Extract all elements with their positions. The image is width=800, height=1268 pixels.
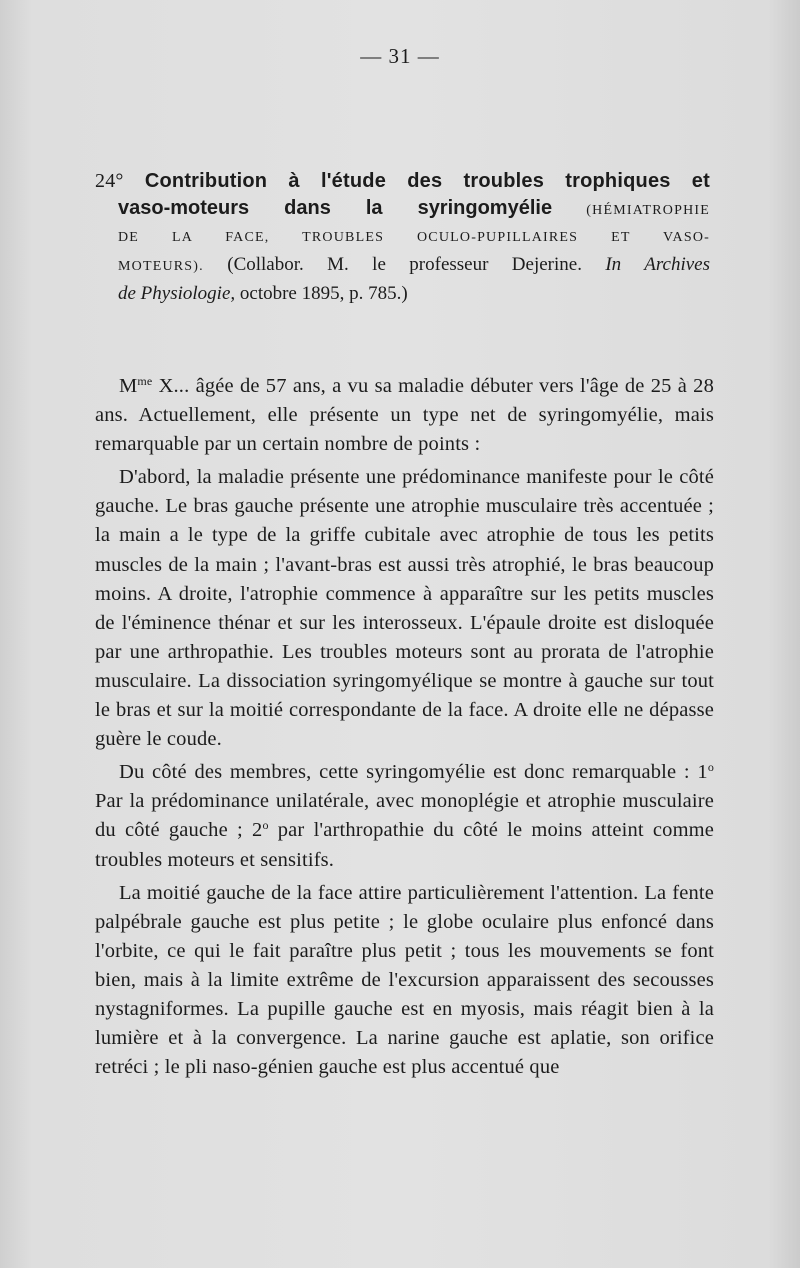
entry-collaborator: (Collabor. M. le professeur Dejerine.	[227, 254, 582, 275]
entry-number: 24°	[95, 170, 124, 192]
paragraph-1-sup: me	[137, 374, 153, 388]
entry-citation-line	[118, 251, 710, 280]
paragraph-3	[95, 758, 714, 874]
bibliography-entry	[95, 168, 711, 307]
paragraph-3-c: par l'arthropathie du côté le moins atteint comme troubles moteurs et sensitifs.	[95, 819, 715, 871]
paragraph-3-sup-1: o	[707, 760, 714, 775]
paragraph-3-b: Par la prédominance unilatérale, avec monoplégie et atrophie musculaire du côté gauche ; 2	[95, 790, 714, 842]
entry-date-page: octobre 1895, p. 785.)	[239, 283, 408, 304]
page-number: — 31 —	[360, 44, 440, 68]
entry-title-part-1: Contribution à l'étude des troubles trophiques et	[144, 170, 710, 192]
paragraph-3-a: Du côté des membres, cette syringomyélie est donc remarquable : 1	[119, 761, 708, 784]
entry-journal: de Physiologie,	[118, 283, 236, 304]
paragraph-1-text: X... âgée de 57 ans, a vu sa maladie débuter vers l'âge de 25 à 28 ans. Actuellement, elle présente un type net de syringomyélie, mais remarquable par un certain nombre de points :	[95, 375, 714, 456]
entry-subtitle-line-3: DE LA FACE, TROUBLES OCULO-PUPILLAIRES ET VASO-	[118, 230, 710, 245]
entry-subtitle-part-3: MOTEURS).	[118, 259, 204, 274]
paragraph-3-sup-2: o	[262, 818, 269, 833]
paragraph-1-prefix: M	[119, 375, 138, 397]
entry-title-part-2: vaso-moteurs dans la syringomyélie	[118, 197, 553, 219]
entry-title-line-1	[95, 168, 710, 195]
entry-title-line-2	[118, 195, 710, 224]
paragraph-4: La moitié gauche de la face attire particulièrement l'attention. La fente palpébrale gauche est plus petite ; le globe oculaire plus enfoncé dans l'orbite, ce qui le fait paraître plus petit ; tous les mouvements se font bien, mais à la limite extrême de l'excursion apparaissent des secousses nystagniformes. La pupille gauche est en myosis, mais réagit bien à la lumière et à la convergence. La narine gauche est aplatie, son orifice retréci ; le pli naso-génien gauche est plus accentué que	[95, 881, 714, 1079]
entry-in-archives: In Archives	[605, 254, 710, 275]
entry-subtitle-part-1: (HÉMIATROPHIE	[586, 203, 711, 218]
paragraph-2: D'abord, la maladie présente une prédominance manifeste pour le côté gauche. Le bras gauche présente une atrophie musculaire très accentuée ; la main a le type de la griffe cubitale avec atrophie de tous les petits muscles de la main ; l'avant-bras est aussi très atrophié, le bras beaucoup moins. A droite, l'atrophie commence à apparaître sur les petits muscles de l'éminence thénar et sur les interosseux. L'épaule droite est disloquée par une arthropathie. Les troubles moteurs sont au prorata de l'atrophie musculaire. La dissociation syringomyélique se montre à gauche sur tout le bras et sur la moitié correspondante de la face. A droite elle ne dépasse guère le coude.	[95, 466, 714, 751]
paragraph-1	[95, 372, 714, 459]
body-text	[95, 372, 714, 1086]
entry-journal-line	[118, 280, 710, 307]
